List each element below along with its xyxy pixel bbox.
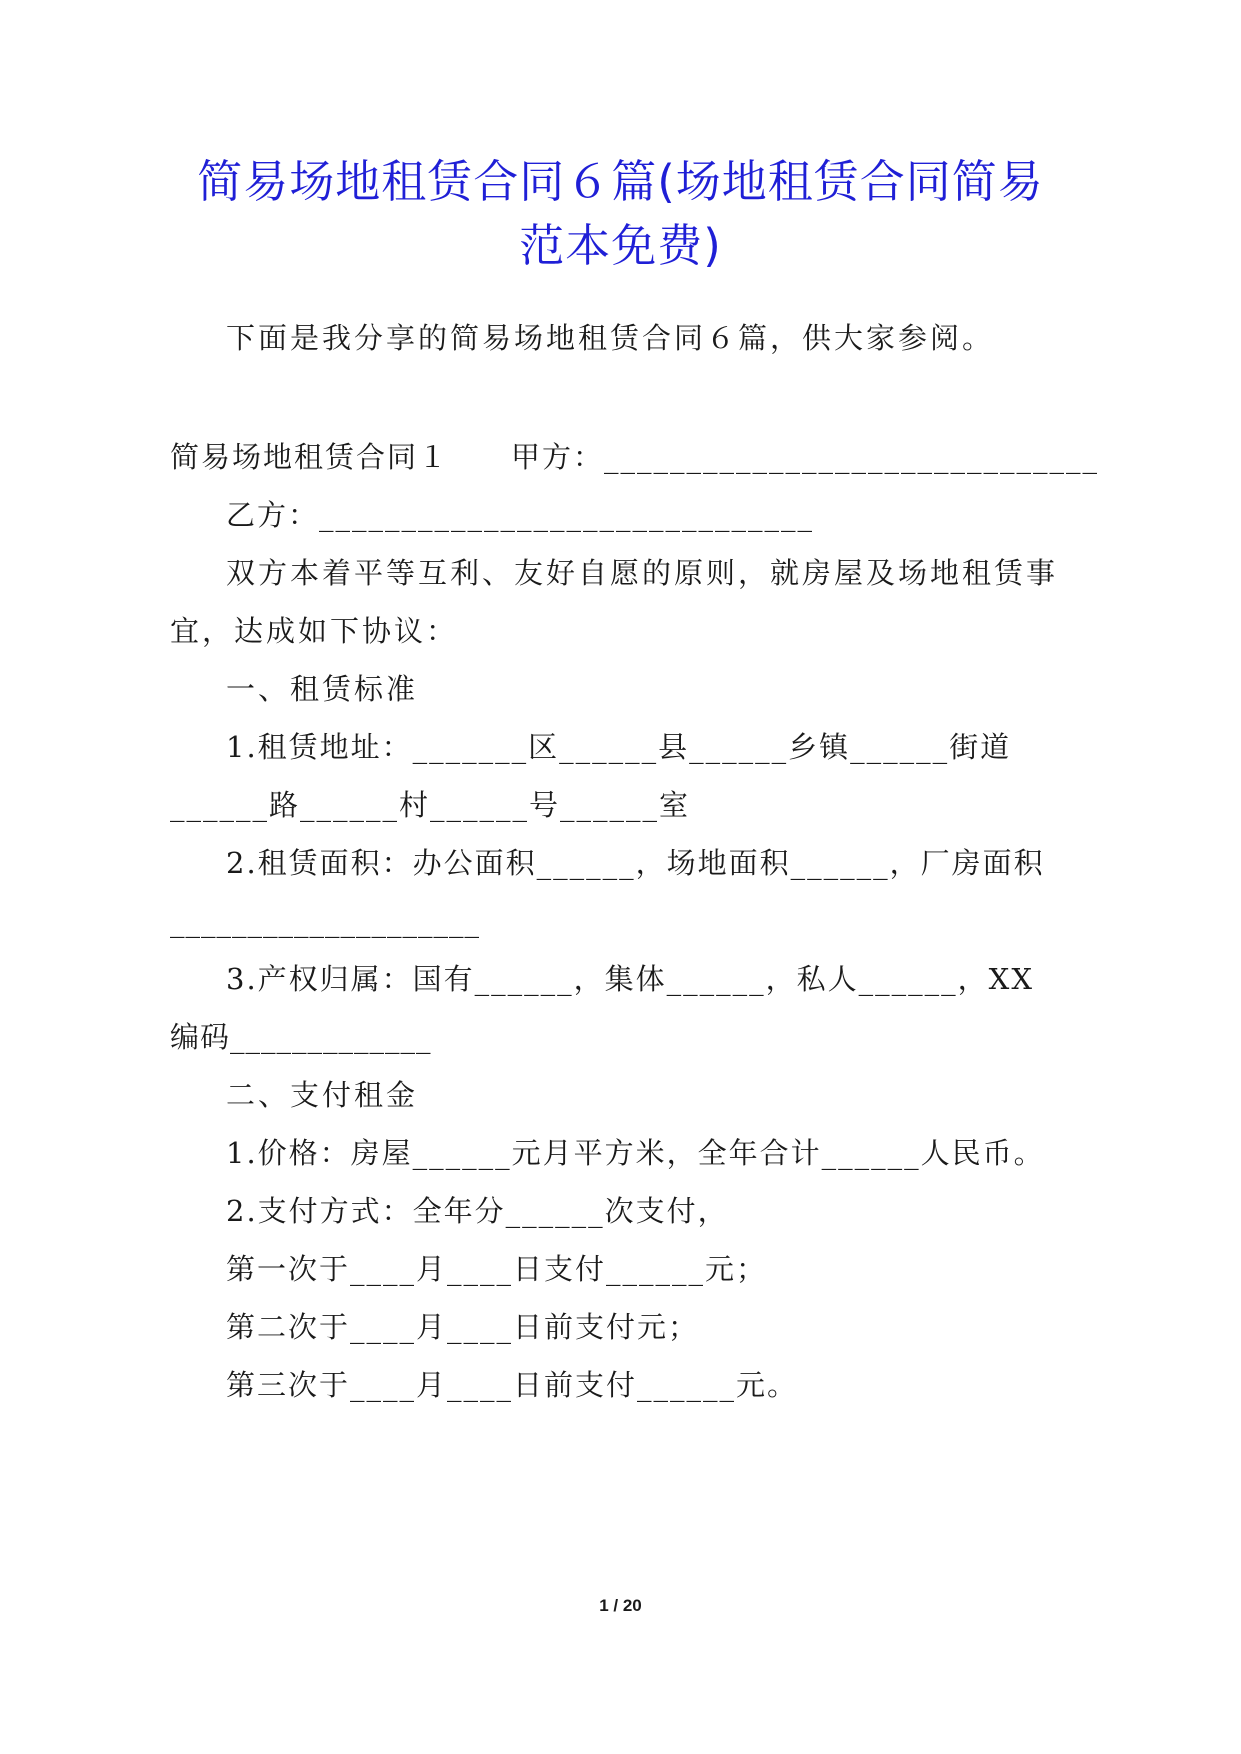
first-payment-line: 第一次于____月____日支付______元； bbox=[226, 1252, 768, 1286]
agreement-paragraph-line-2: 宜，达成如下协议： bbox=[170, 614, 459, 648]
ownership-line-1: 3.产权归属：国有______，集体______，私人______，XX bbox=[226, 962, 1034, 996]
lease-address-line-1: 1.租赁地址：_______区______县______乡镇______街道 bbox=[226, 730, 1012, 764]
ownership-line-2: 编码_____________ bbox=[170, 1020, 432, 1054]
party-b-line: 乙方：______________________________ bbox=[226, 498, 815, 532]
section-heading-lease-standard: 一、租赁标准 bbox=[226, 672, 419, 706]
document-title-line-2: 范本免费) bbox=[519, 219, 722, 272]
price-line: 1.价格：房屋______元月平方米，全年合计______人民币。 bbox=[226, 1136, 1045, 1170]
intro-paragraph: 下面是我分享的简易场地租赁合同６篇，供大家参阅。 bbox=[226, 321, 995, 355]
third-payment-line: 第三次于____月____日前支付______元。 bbox=[226, 1368, 799, 1402]
page-indicator: 1 / 20 bbox=[599, 1596, 642, 1615]
second-payment-line: 第二次于____月____日前支付元； bbox=[226, 1310, 700, 1344]
lease-area-line-1: 2.租赁面积：办公面积______，场地面积______，厂房面积 bbox=[226, 846, 1045, 880]
lease-area-line-2: ____________________ bbox=[170, 904, 480, 938]
lease-address-line-2: ______路______村______号______室 bbox=[170, 788, 691, 822]
agreement-paragraph-line-1: 双方本着平等互利、友好自愿的原则，就房屋及场地租赁事 bbox=[226, 556, 1059, 590]
contract-1-heading-party-a: 简易场地租赁合同１ 甲方：______________________________ bbox=[170, 440, 1100, 474]
section-heading-rent-payment: 二、支付租金 bbox=[226, 1078, 419, 1112]
document-title-line-1: 简易场地租赁合同６篇(场地租赁合同简易 bbox=[197, 155, 1044, 208]
payment-method-line: 2.支付方式：全年分______次支付， bbox=[226, 1194, 729, 1228]
